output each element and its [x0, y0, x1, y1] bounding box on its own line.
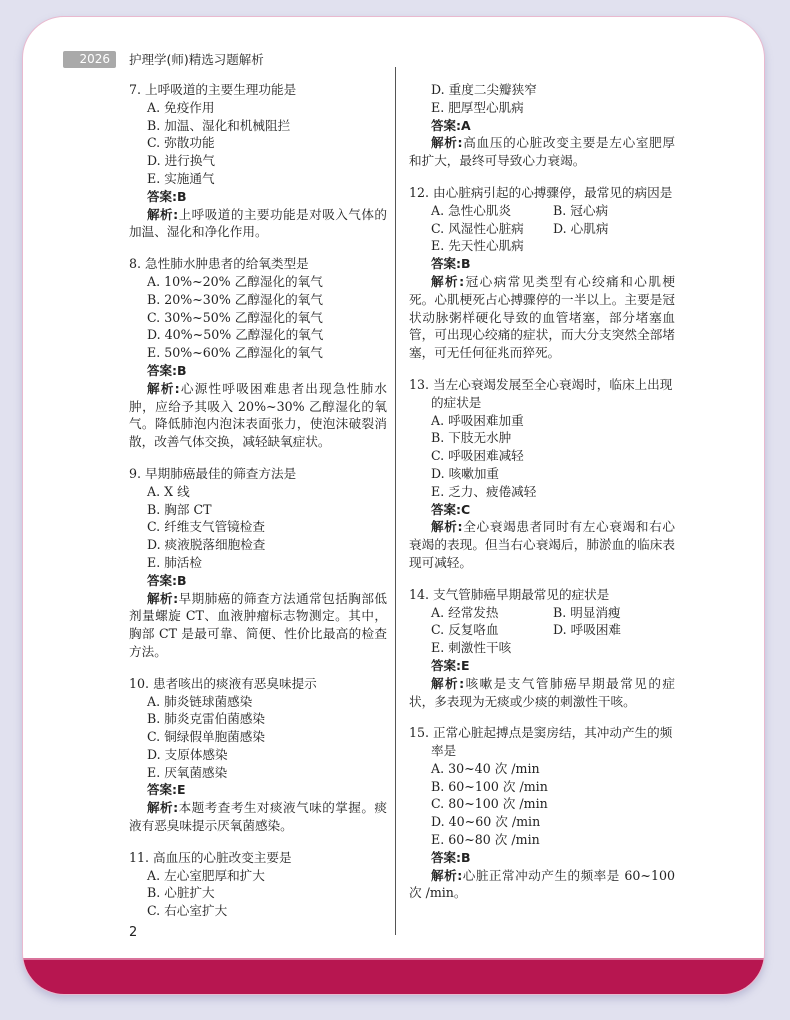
option-row [409, 220, 675, 238]
option: D. 40~60 次 /min [431, 814, 541, 830]
question [129, 81, 387, 241]
answer-value: B [177, 362, 187, 378]
option: E. 肥厚型心肌病 [431, 99, 524, 115]
answer [129, 188, 387, 206]
book-page [22, 16, 765, 995]
question-stem [129, 849, 387, 867]
question-number: 7. [129, 82, 142, 97]
option: E. 刺激性干咳 [431, 640, 512, 656]
answer-value: B [177, 572, 187, 588]
option: B. 下肢无水肿 [431, 430, 512, 446]
option: C. 反复咯血 [431, 622, 499, 638]
explanation-label: 解析: [431, 675, 465, 691]
option: C. 右心室扩大 [147, 903, 228, 919]
question-number: 12. [409, 184, 430, 200]
question [129, 255, 387, 451]
answer-label: 答案: [431, 849, 461, 865]
option: C. 弥散功能 [147, 135, 215, 151]
question [129, 849, 387, 920]
explanation-text: 冠心病常见类型有心绞痛和心肌梗死。心肌梗死占心搏骤停的一半以上。主要是冠状动脉粥样硬化导致的血管堵塞，部分堵塞血管，可出现心绞痛的症状，而大分支突然全部堵塞，可无任何征兆而猝死。 [409, 273, 675, 361]
page-number: 2 [129, 925, 138, 940]
answer [129, 572, 387, 590]
explanation [409, 273, 675, 362]
left-column [129, 81, 387, 934]
explanation-text: 全心衰竭患者同时有左心衰竭和右心衰竭的表现。但当右心衰竭后，肺淤血的临床表现可减轻。 [409, 519, 675, 570]
answer-value: C [461, 501, 471, 517]
explanation [409, 867, 675, 903]
answer-value: B [461, 849, 471, 865]
option: C. 铜绿假单胞菌感染 [147, 729, 265, 745]
option: B. 胸部 CT [147, 501, 212, 517]
question-text: 早期肺癌最佳的筛查方法是 [145, 465, 297, 481]
option: B. 加温、湿化和机械阻拦 [147, 117, 291, 133]
question-stem [129, 255, 387, 273]
explanation-label: 解析: [147, 800, 179, 816]
option: E. 60~80 次 /min [431, 832, 540, 848]
explanation [409, 134, 675, 170]
explanation-label: 解析: [431, 273, 465, 289]
option: D. 咳嗽加重 [431, 465, 500, 481]
answer-label: 答案: [147, 782, 177, 798]
option: D. 40%~50% 乙醇湿化的氧气 [147, 327, 324, 343]
option: B. 明显消瘦 [553, 604, 621, 620]
option: A. 30~40 次 /min [431, 760, 540, 776]
option-row [409, 604, 675, 622]
explanation-text: 早期肺癌的筛查方法通常包括胸部低剂量螺旋 CT、血液肿瘤标志物测定。其中，胸部 CT 是最可靠、简便、性价比最高的检查方法。 [129, 590, 388, 659]
option: A. 免疫作用 [147, 99, 215, 115]
option: C. 呼吸困难减轻 [431, 448, 524, 464]
option: A. 肺炎链球菌感染 [147, 693, 253, 709]
question-stem [129, 81, 387, 99]
option-row [409, 621, 675, 639]
option: D. 支原体感染 [147, 746, 228, 762]
question-text: 由心脏病引起的心搏骤停，最常见的病因是 [433, 184, 673, 200]
answer-label: 答案: [431, 657, 461, 673]
option: E. 50%~60% 乙醇湿化的氧气 [147, 345, 323, 361]
answer [129, 362, 387, 380]
option: B. 心脏扩大 [147, 885, 215, 901]
question-number: 13. [409, 376, 430, 392]
option-row [409, 639, 675, 657]
question-text: 当左心衰竭发展至全心衰竭时，临床上出现的症状是 [431, 376, 673, 410]
question [409, 724, 675, 902]
answer [409, 501, 675, 519]
option: E. 厌氧菌感染 [147, 764, 228, 780]
answer-label: 答案: [431, 117, 461, 133]
question-stem [409, 376, 675, 412]
option: C. 风湿性心脏病 [431, 220, 524, 236]
option: C. 30%~50% 乙醇湿化的氧气 [147, 309, 323, 325]
right-column [409, 81, 675, 916]
question [409, 586, 675, 711]
question-text: 支气管肺癌早期最常见的症状是 [433, 586, 610, 602]
question-number: 8. [129, 256, 142, 272]
answer [409, 657, 675, 675]
question-number: 9. [129, 465, 142, 481]
answer-value: A [461, 117, 471, 133]
option: A. 左心室肥厚和扩大 [147, 867, 265, 883]
option: E. 肺活检 [147, 554, 202, 570]
option: A. X 线 [147, 483, 190, 499]
question [409, 184, 675, 362]
answer [129, 781, 387, 799]
explanation-label: 解析: [147, 380, 180, 396]
answer-value: B [177, 188, 187, 204]
explanation-text: 上呼吸道的主要功能是对吸入气体的加温、湿化和净化作用。 [129, 206, 388, 240]
answer-value: E [461, 657, 470, 673]
question-stem [129, 465, 387, 483]
answer [409, 849, 675, 867]
question [129, 675, 387, 835]
question-stem [409, 184, 675, 202]
option-row [409, 237, 675, 255]
explanation-label: 解析: [431, 519, 463, 535]
explanation-text: 本题考查考生对痰液气味的掌握。痰液有恶臭味提示厌氧菌感染。 [129, 800, 388, 834]
question-stem [409, 724, 675, 760]
option: A. 急性心肌炎 [431, 202, 512, 218]
answer [409, 117, 675, 135]
explanation-text: 咳嗽是支气管肺癌早期最常见的症状，多表现为无痰或少痰的刺激性干咳。 [409, 675, 675, 709]
option: D. 重度二尖瓣狭窄 [431, 82, 537, 97]
option: B. 60~100 次 /min [431, 778, 548, 794]
explanation-label: 解析: [147, 590, 179, 606]
question-stem [129, 675, 387, 693]
answer-label: 答案: [431, 501, 461, 517]
option: B. 肺炎克雷伯菌感染 [147, 711, 266, 727]
question [129, 465, 387, 661]
question-stem [409, 586, 675, 604]
option-row [409, 202, 675, 220]
explanation [129, 206, 387, 242]
question-text: 患者咳出的痰液有恶臭味提示 [153, 675, 317, 691]
option: C. 纤维支气管镜检查 [147, 519, 265, 535]
explanation-label: 解析: [431, 135, 463, 151]
option: A. 10%~20% 乙醇湿化的氧气 [147, 273, 323, 289]
answer [409, 255, 675, 273]
option: E. 先天性心肌病 [431, 238, 524, 254]
question-text: 上呼吸道的主要生理功能是 [145, 82, 297, 97]
explanation-text: 高血压的心脏改变主要是左心室肥厚和扩大，最终可导致心力衰竭。 [409, 135, 675, 169]
option: B. 冠心病 [553, 202, 609, 218]
option: B. 20%~30% 乙醇湿化的氧气 [147, 291, 323, 307]
option: D. 心肌病 [553, 220, 609, 236]
explanation [129, 590, 387, 661]
option: C. 80~100 次 /min [431, 796, 548, 812]
answer-label: 答案: [147, 362, 177, 378]
answer-value: E [177, 782, 186, 798]
explanation-text: 心源性呼吸困难患者出现急性肺水肿，应给予其吸入 20%~30% 乙醇湿化的氧气。降低肺泡内泡沫表面张力，使泡沫破裂消散，改善气体交换，减轻缺氧症状。 [129, 380, 387, 450]
option: E. 乏力、疲倦减轻 [431, 483, 537, 499]
question-number: 11. [129, 849, 150, 865]
question [409, 376, 675, 572]
answer-label: 答案: [147, 188, 177, 204]
explanation-label: 解析: [147, 206, 179, 222]
explanation [129, 380, 387, 451]
footer-band [23, 958, 764, 994]
explanation [409, 675, 675, 711]
question [409, 81, 675, 170]
explanation-text: 心脏正常冲动产生的频率是 60~100 次 /min。 [409, 867, 675, 901]
answer-value: B [461, 256, 471, 272]
question-text: 高血压的心脏改变主要是 [153, 849, 292, 865]
question-number: 15. [409, 725, 430, 741]
option: D. 呼吸困难 [553, 622, 622, 638]
explanation [129, 799, 387, 835]
question-number: 14. [409, 586, 430, 602]
option: D. 痰液脱落细胞检查 [147, 537, 266, 553]
option: A. 呼吸困难加重 [431, 412, 524, 428]
question-number: 10. [129, 675, 150, 691]
question-text: 正常心脏起搏点是窦房结，其冲动产生的频率是 [431, 725, 673, 759]
explanation-label: 解析: [431, 867, 463, 883]
option: D. 进行换气 [147, 153, 216, 169]
question-text: 急性肺水肿患者的给氧类型是 [145, 256, 309, 272]
running-title: 护理学(师)精选习题解析 [129, 52, 264, 67]
answer-label: 答案: [431, 256, 461, 272]
year-badge: 2026 [63, 51, 116, 68]
option: E. 实施通气 [147, 170, 215, 186]
answer-label: 答案: [147, 572, 177, 588]
explanation [409, 518, 675, 571]
column-divider [395, 67, 396, 935]
option: A. 经常发热 [431, 604, 499, 620]
